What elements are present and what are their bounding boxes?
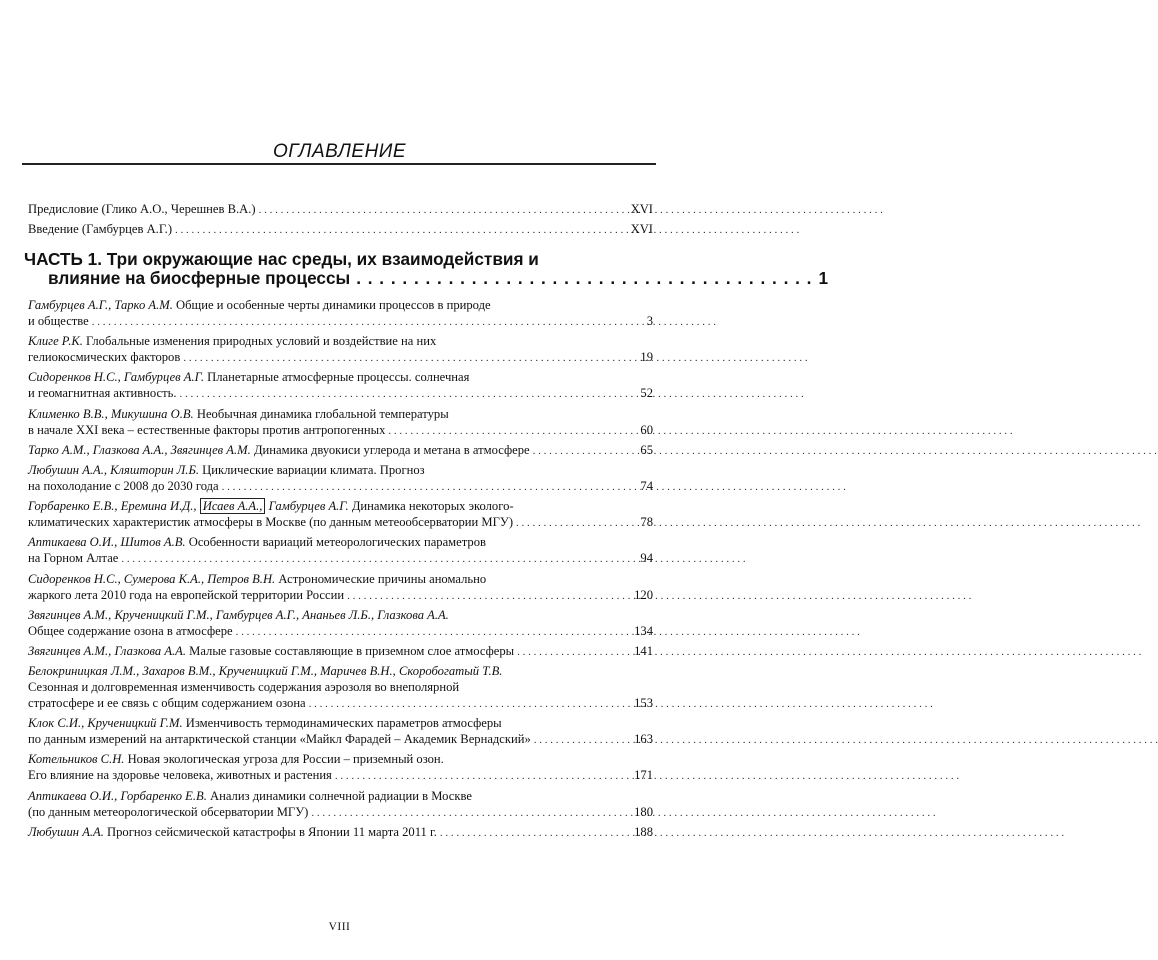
entry-page: 120 [634,587,653,602]
entry-page: 153 [634,696,653,711]
entry-authors: Любушин А.А., Кляшторин Л.Б. [28,462,200,477]
entry-last-line [28,349,653,366]
entry-title: Общее содержание озона в атмосфере [28,623,233,638]
entry-first-line [28,369,653,385]
entry-authors: Клименко В.В., Микушина О.В. [28,406,194,421]
entry-first-line [28,297,653,313]
entry-text [28,824,437,840]
entry-page: 171 [634,768,653,783]
entry-title: Астрономические причины аномально [275,571,487,586]
entry-authors: Аптикаева О.И., Горбаренко Е.В. [28,788,207,803]
entry-last-line [28,804,653,821]
entry-title: климатических характеристик атмосферы в Москве (по данным метеообсерватории МГУ) [28,515,514,530]
entry-last-line [28,623,653,640]
toc-entry [28,715,653,748]
entry-title: Планетарные атмосферные процессы. солнечная [204,370,470,385]
entry-first-line [28,571,653,587]
entry-authors: Клиге Р.К. [28,334,83,349]
toc-entry [28,643,653,660]
toc-entry [28,297,653,330]
entry-last-line [28,695,653,712]
entry-authors: Звягинцев А.М., Крученицкий Г.М., Гамбурцев А.Г., Ананьев Л.Б., Глазкова А.А. [28,607,449,622]
entry-authors: Гамбурцев А.Г. [265,499,349,514]
entry-title: и обществе [28,314,89,328]
page-number: VIII [328,921,351,933]
chapter-entries [28,297,653,841]
entry-page: 78 [640,515,653,530]
entry-title: и геомагнитная активность. [28,386,177,401]
toc-entry [28,663,653,712]
entry-title: Новая экологическая угроза для России – приземный озон. [124,752,444,767]
entry-first-line [28,462,653,478]
toc-entry [28,333,653,366]
toc-entry [28,824,653,841]
entry-authors: Клок С.И., Крученицкий Г.М. [28,716,183,731]
entry-first-line [28,534,653,550]
entry-page: 180 [634,804,653,819]
entry-authors: Белокриницкая Л.М., Захаров В.М., Крученицкий Г.М., Маричев В.Н., Скоробогатый Т.В. [28,664,503,679]
entry-page: 52 [640,386,653,401]
entry-first-line [28,643,653,660]
leader-dots [311,805,631,821]
entry-title: Необычная динамика глобальной температуры [193,406,449,421]
leader-dots [356,269,812,288]
entry-authors: Горбаренко Е.В., Еремина И.Д., [28,499,197,514]
leader-dots [222,479,638,495]
toc-entry [28,369,653,402]
entry-page: XVI [630,202,653,216]
entry-authors: Любушин А.А. [28,824,104,839]
entry-last-line [28,514,653,531]
toc-list [24,201,829,844]
leader-dots [534,732,631,748]
leader-dots [236,624,631,640]
leader-dots [259,202,628,218]
entry-first-line [28,442,653,459]
entry-title: Динамика двуокиси углерода и метана в атмосфере [250,442,530,457]
entry-text [28,442,530,458]
entry-first-line [28,607,653,623]
entry-title: по данным измерений на антарктической станции «Майкл Фарадей – Академик Вернадский» [28,732,531,747]
toc-entry [28,462,653,495]
entry-title: Его влияние на здоровье человека, животных и растения [28,768,332,783]
entry-title: Изменчивость термодинамических параметров атмосферы [182,716,502,731]
entry-title: Циклические вариации климата. Прогноз [199,462,425,477]
entry-last-line [28,587,653,604]
part-heading [24,249,829,288]
entry-last-line [28,478,653,495]
entry-page: 60 [640,422,653,437]
toc-entry [28,534,653,567]
entry-title: Прогноз сейсмической катастрофы в Японии 11 марта 2011 г. [103,824,437,839]
entry-authors: Котельников С.Н. [28,752,125,767]
leader-dots [180,386,638,402]
entry-first-line [28,663,653,679]
entry-first-line [28,333,653,349]
entry-first-line [28,751,653,767]
entry-last-line [28,422,653,439]
entry-last-line [28,731,653,748]
leader-dots [92,314,644,330]
entry-title: (по данным метеорологической обсерватории МГУ) [28,804,309,819]
entry-first-line [28,715,653,731]
leader-dots [347,588,631,604]
leader-dots [516,515,637,531]
entry-page: 134 [634,623,653,638]
highlighted-author: Исаев А.А., [200,498,266,514]
entry-authors: Звягинцев А.М., Глазкова А.А. [28,643,187,658]
entry-page: 141 [634,643,653,658]
entry-title: Глобальные изменения природных условий и воздействие на них [82,334,437,349]
entry-page: 65 [640,442,653,457]
entry-title: на Горном Алтае [28,551,119,566]
entry-first-line [28,498,653,514]
entry-authors: Гамбурцев А.Г., Тарко А.М. [28,298,173,312]
leader-dots [517,644,631,660]
entry-page: 74 [640,478,653,493]
toc-entry-preface [28,201,653,218]
entry-page: XVI [630,222,653,236]
entry-title: Динамика некоторых эколого- [348,499,514,514]
entry-page: 19 [640,350,653,365]
part-page: 1 [818,268,829,288]
entry-first-line [28,824,653,841]
entry-page: 3 [646,314,653,328]
entry-title: Предисловие (Глико А.О., Черешнев В.А.) [28,202,256,216]
entry-title: Общие и особенные черты динамики процессов в природе [172,298,491,312]
page-title: ОГЛАВЛЕНИЕ [272,141,407,162]
leader-dots [183,350,637,366]
entry-page: 163 [634,732,653,747]
leader-dots [440,825,631,841]
entry-title: Особенности вариаций метеорологических параметров [185,535,486,550]
entry-title: в начале XXI века – естественные факторы против антропогенных [28,422,386,437]
entry-authors: Аптикаева О.И., Шитов А.В. [28,535,186,550]
toc-entry-introduction [28,221,653,238]
toc-entry [28,607,653,640]
entry-authors: Сидоренков Н.С., Гамбурцев А.Г. [28,370,205,385]
toc-entry [28,406,653,439]
entry-page: 188 [634,824,653,839]
leader-dots [175,222,628,238]
entry-title: Анализ динамики солнечной радиации в Москве [206,788,472,803]
leader-dots [388,423,637,439]
part-title-line2: влияние на биосферные процессы [48,268,351,288]
entry-authors: Тарко А.М., Глазкова А.А., Звягинцев А.М. [28,442,251,457]
entry-title: на похолодание с 2008 до 2030 года [28,478,219,493]
leader-dots [533,443,638,459]
entry-last-line [28,385,653,402]
entry-title: гелиокосмических факторов [28,350,181,365]
heading-underline [22,163,656,165]
entry-text [28,643,514,659]
leader-dots [309,696,631,712]
entry-authors: Сидоренков Н.С., Сумерова К.А., Петров В.Н. [28,571,276,586]
entry-first-line [28,406,653,422]
toc-entry [28,788,653,821]
entry-last-line [28,550,653,567]
toc-entry [28,498,653,531]
entry-page: 94 [640,551,653,566]
entry-first-line [28,788,653,804]
toc-entry [28,571,653,604]
entry-title: Сезонная и долговременная изменчивость содержания аэрозоля во внеполярной [28,680,460,695]
toc-entry [28,751,653,784]
entry-title: стратосфере и ее связь с общим содержанием озона [28,696,306,711]
entry-last-line [28,767,653,784]
leader-dots [121,551,637,567]
entry-title: Введение (Гамбурцев А.Г.) [28,222,173,236]
toc-entry [28,442,653,459]
entry-title: жаркого лета 2010 года на европейской территории России [28,587,345,602]
part-title-line1: ЧАСТЬ 1. Три окружающие нас среды, их взаимодействия и [24,249,539,269]
entry-last-line [28,313,653,330]
entry-title: Малые газовые составляющие в приземном слое атмосферы [186,643,515,658]
leader-dots [335,768,631,784]
